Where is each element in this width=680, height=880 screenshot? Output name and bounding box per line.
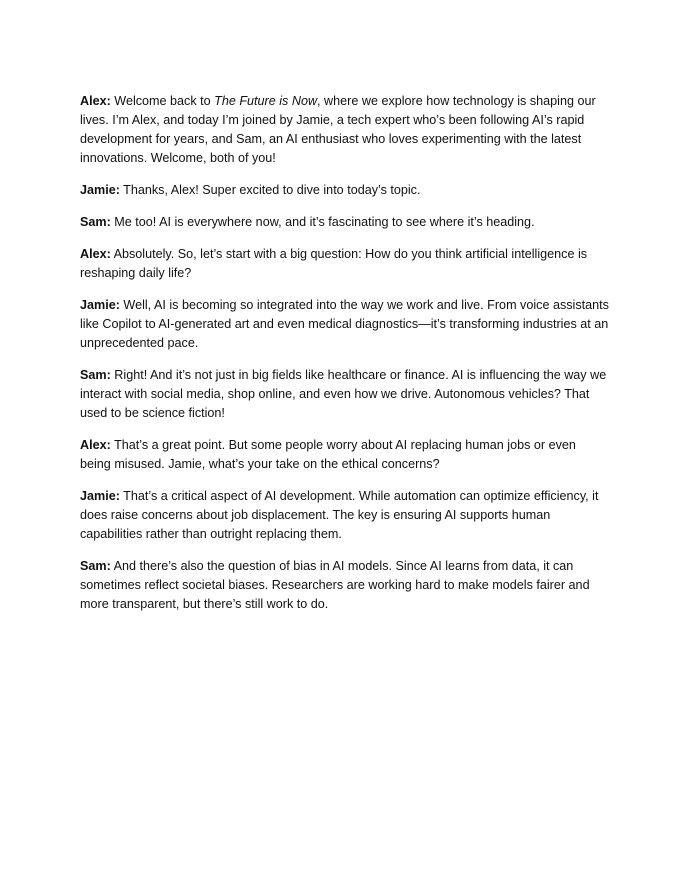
paragraph-text: And there’s also the question of bias in AI models. Since AI learns from data, it can sometimes reflect societal biases. Researchers are working hard to make models fairer and more transparent, but there’s still work to do. xyxy=(80,559,590,611)
speaker-name: Jamie: xyxy=(80,489,120,503)
transcript-paragraph xyxy=(80,436,610,474)
paragraph-text: , where we explore how technology is shaping our lives. I’m Alex, and today I’m joined by Jamie, a tech expert who’s been following AI’s rapid development for years, and Sam, an AI enthusiast who loves experimenting with the latest innovations. Welcome, both of you! xyxy=(80,94,596,165)
transcript-paragraph xyxy=(80,366,610,423)
speaker-name: Sam: xyxy=(80,368,111,382)
transcript-paragraph xyxy=(80,213,610,232)
paragraph-text: Right! And it’s not just in big fields like healthcare or finance. AI is influencing the way we interact with social media, shop online, and even how we drive. Autonomous vehicles? That used to be science fiction! xyxy=(80,368,607,420)
paragraph-text: That’s a great point. But some people worry about AI replacing human jobs or even being misused. Jamie, what’s your take on the ethical concerns? xyxy=(80,438,576,471)
transcript-paragraph xyxy=(80,557,610,614)
speaker-name: Alex: xyxy=(80,247,111,261)
transcript-paragraph xyxy=(80,487,610,544)
paragraph-text: Thanks, Alex! Super excited to dive into today’s topic. xyxy=(119,183,421,197)
speaker-name: Jamie: xyxy=(80,183,120,197)
speaker-name: Alex: xyxy=(80,94,111,108)
speaker-name: Alex: xyxy=(80,438,111,452)
transcript-paragraph xyxy=(80,92,610,168)
transcript-paragraph xyxy=(80,245,610,283)
paragraph-text: That’s a critical aspect of AI development. While automation can optimize efficiency, it does raise concerns about job displacement. The key is ensuring AI supports human capabilities rather than outright replacing them. xyxy=(80,489,599,541)
speaker-name: Sam: xyxy=(80,215,111,229)
transcript-body xyxy=(80,92,610,627)
speaker-name: Jamie: xyxy=(80,298,120,312)
transcript-paragraph xyxy=(80,181,610,200)
show-title: The Future is Now xyxy=(214,94,318,108)
paragraph-text: Absolutely. So, let’s start with a big question: How do you think artificial intelligence is reshaping daily life? xyxy=(80,247,588,280)
transcript-paragraph xyxy=(80,296,610,353)
paragraph-text: Welcome back to xyxy=(110,94,215,108)
paragraph-text: Me too! AI is everywhere now, and it’s fascinating to see where it’s heading. xyxy=(110,215,535,229)
speaker-name: Sam: xyxy=(80,559,111,573)
paragraph-text: Well, AI is becoming so integrated into the way we work and live. From voice assistants like Copilot to AI-generated art and even medical diagnostics—it’s transforming industries at an unprecedented pace. xyxy=(80,298,609,350)
